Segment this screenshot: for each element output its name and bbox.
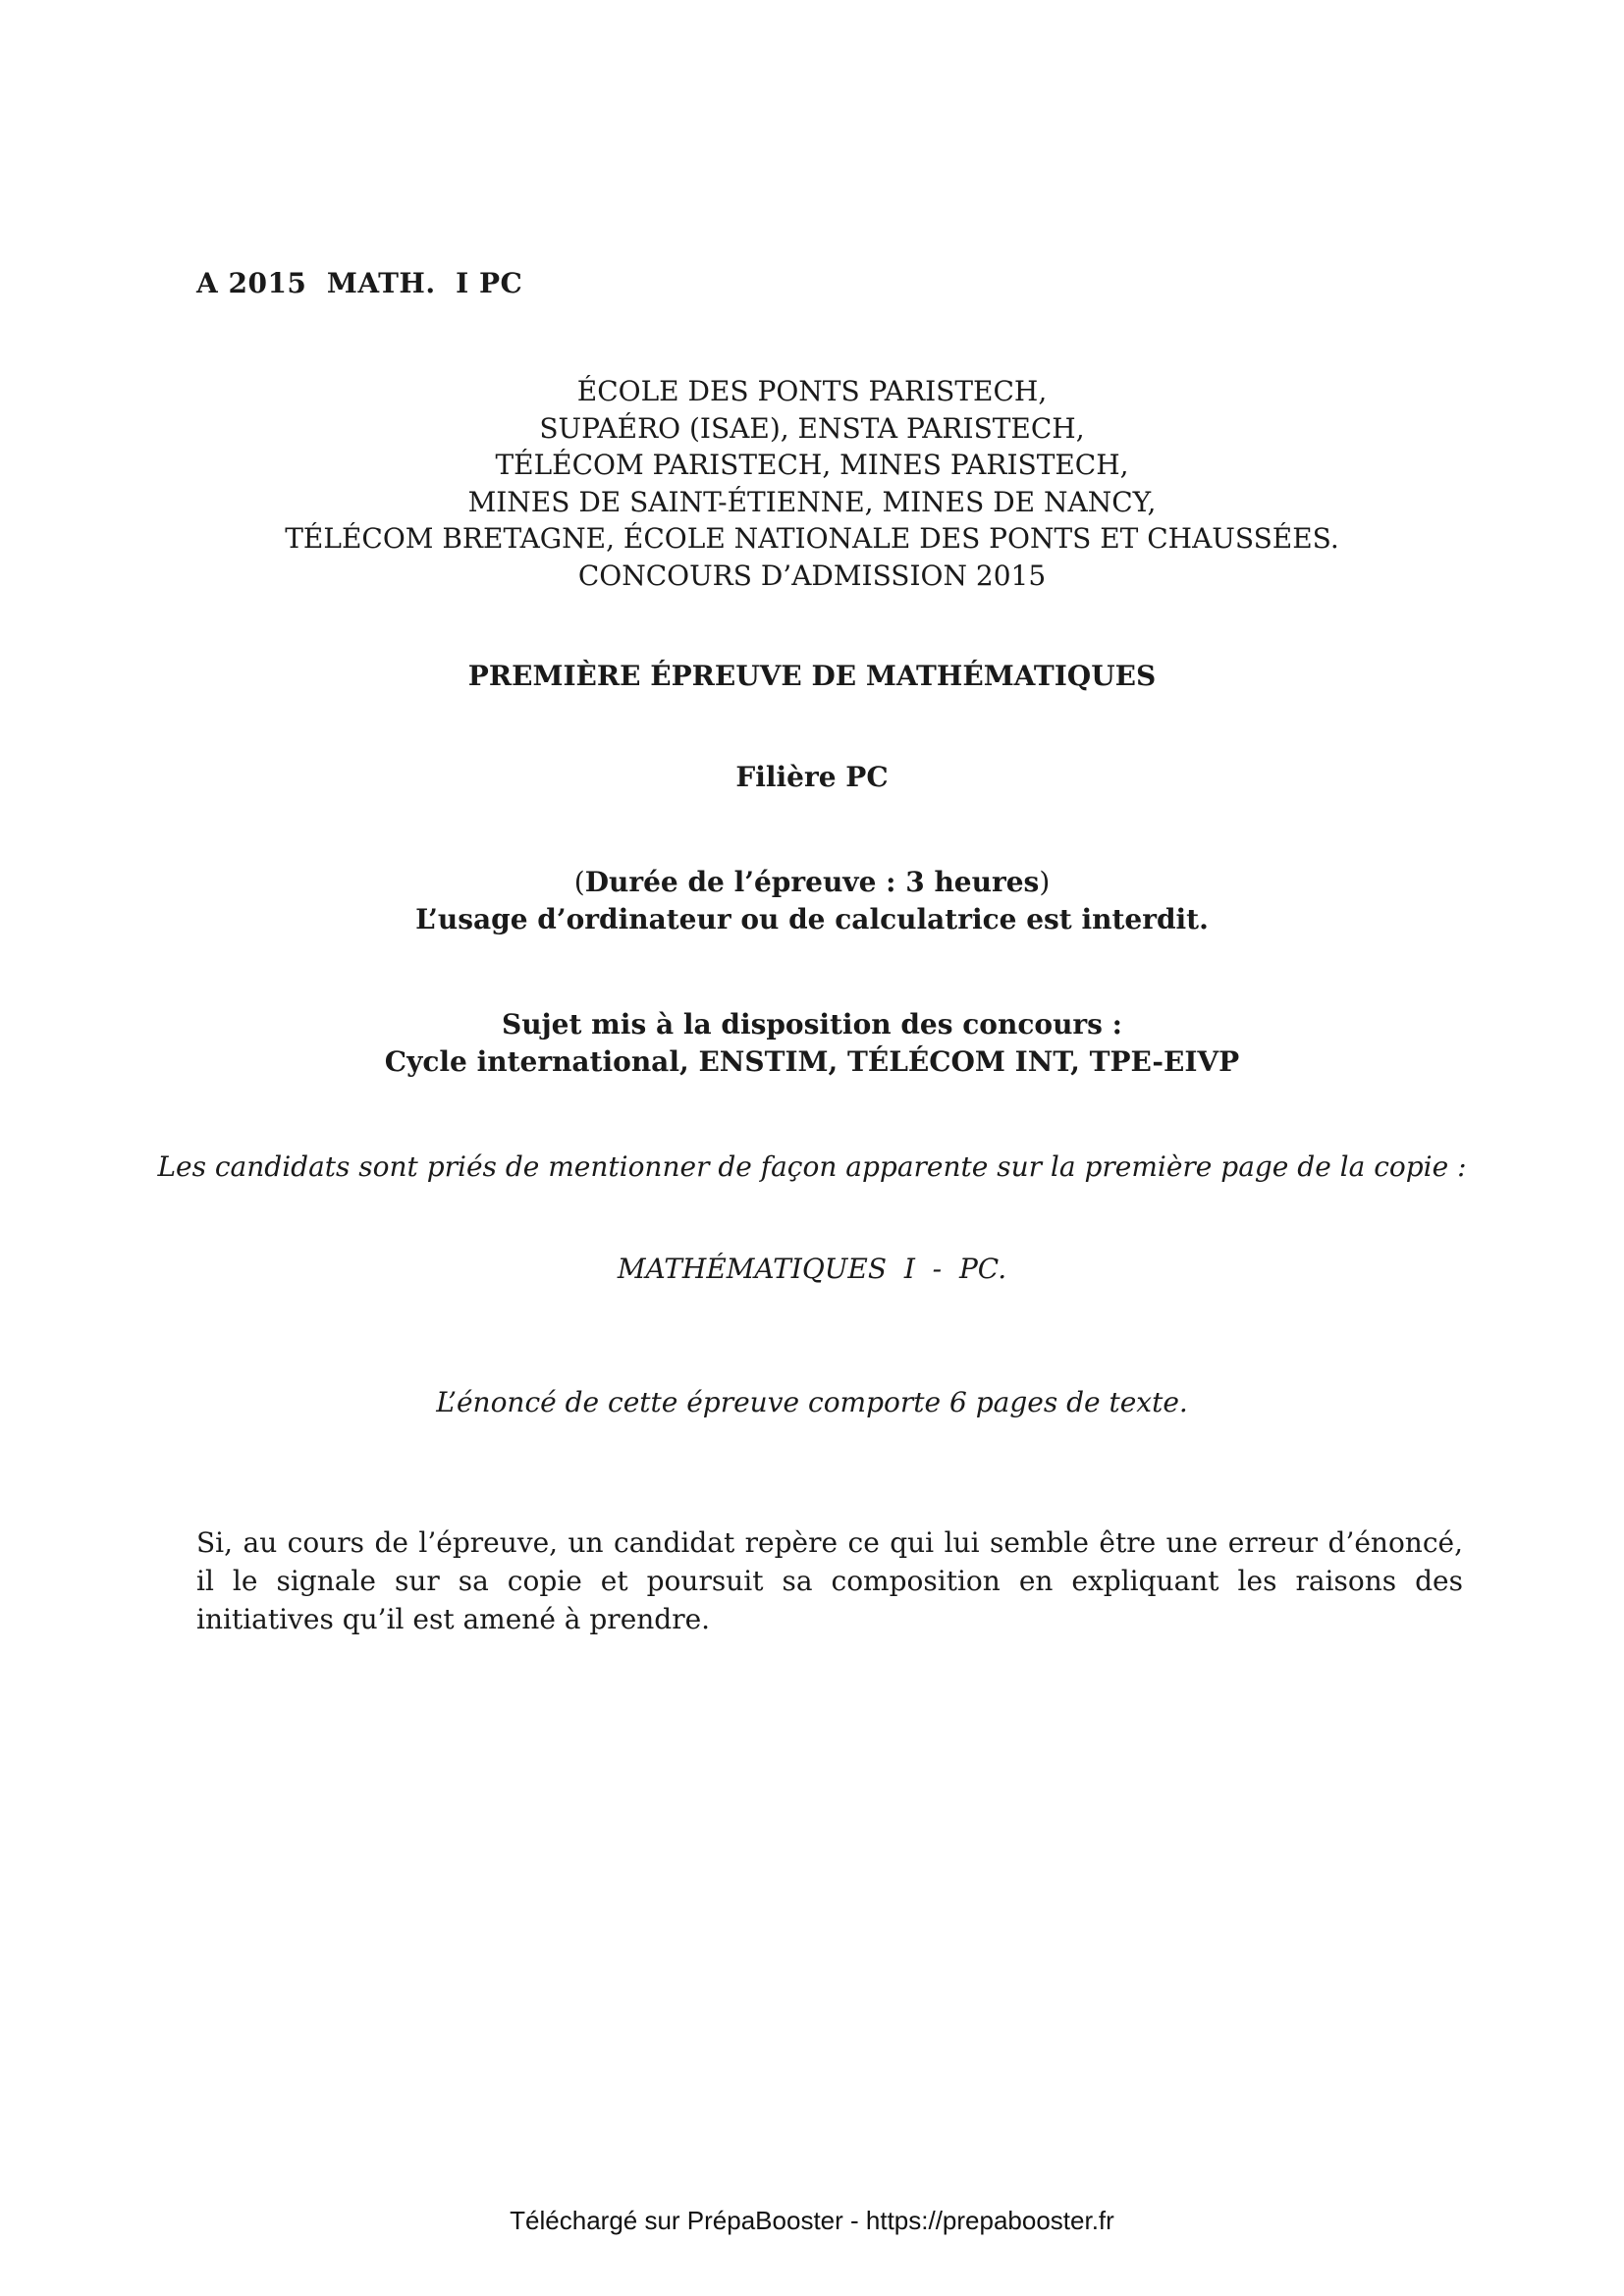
school-line: TÉLÉCOM BRETAGNE, ÉCOLE NATIONALE DES PONTS ET CHAUSSÉES. (285, 522, 1339, 555)
download-footer: Téléchargé sur PrépaBooster - https://prepabooster.fr (510, 2206, 1114, 2235)
copy-mention: MATHÉMATIQUES I - PC. (617, 1253, 1007, 1285)
candidates-note: Les candidats sont priés de mentionner de façon apparente sur la première page de la copie : (157, 1150, 1467, 1183)
schools-list (0, 373, 1624, 594)
sujet-line-1: Sujet mis à la disposition des concours : (501, 1008, 1123, 1041)
pages-note: L’énoncé de cette épreuve comporte 6 pages de texte. (436, 1386, 1188, 1418)
contest-name: CONCOURS D’ADMISSION 2015 (577, 559, 1047, 592)
sujet-block (0, 1006, 1624, 1081)
close-paren: ) (1039, 866, 1051, 898)
school-line: MINES DE SAINT-ÉTIENNE, MINES DE NANCY, (467, 485, 1157, 518)
sujet-line-2: Cycle international, ENSTIM, TÉLÉCOM INT, TPE-EIVP (384, 1045, 1240, 1078)
school-line: ÉCOLE DES PONTS PARISTECH, (576, 375, 1048, 407)
duration-text: Durée de l’épreuve : 3 heures (584, 866, 1040, 898)
duration-block (0, 864, 1624, 938)
duration-line (0, 864, 1624, 901)
error-instructions-paragraph: Si, au cours de l’épreuve, un candidat repère ce qui lui semble être une erreur d’énoncé, il le signale sur sa copie et poursuit sa composition en expliquant les raisons des initiatives qu’il est amené à prendre. (196, 1526, 1463, 1635)
calculator-rule: L’usage d’ordinateur ou de calculatrice est interdit. (415, 903, 1209, 935)
exam-code-header: A 2015 MATH. I PC (196, 267, 523, 299)
open-paren: ( (573, 866, 585, 898)
filiere-label: Filière PC (735, 761, 889, 793)
school-line: TÉLÉCOM PARISTECH, MINES PARISTECH, (495, 449, 1129, 481)
school-line: SUPAÉRO (ISAE), ENSTA PARISTECH, (539, 411, 1085, 445)
exam-title: PREMIÈRE ÉPREUVE DE MATHÉMATIQUES (467, 660, 1157, 692)
